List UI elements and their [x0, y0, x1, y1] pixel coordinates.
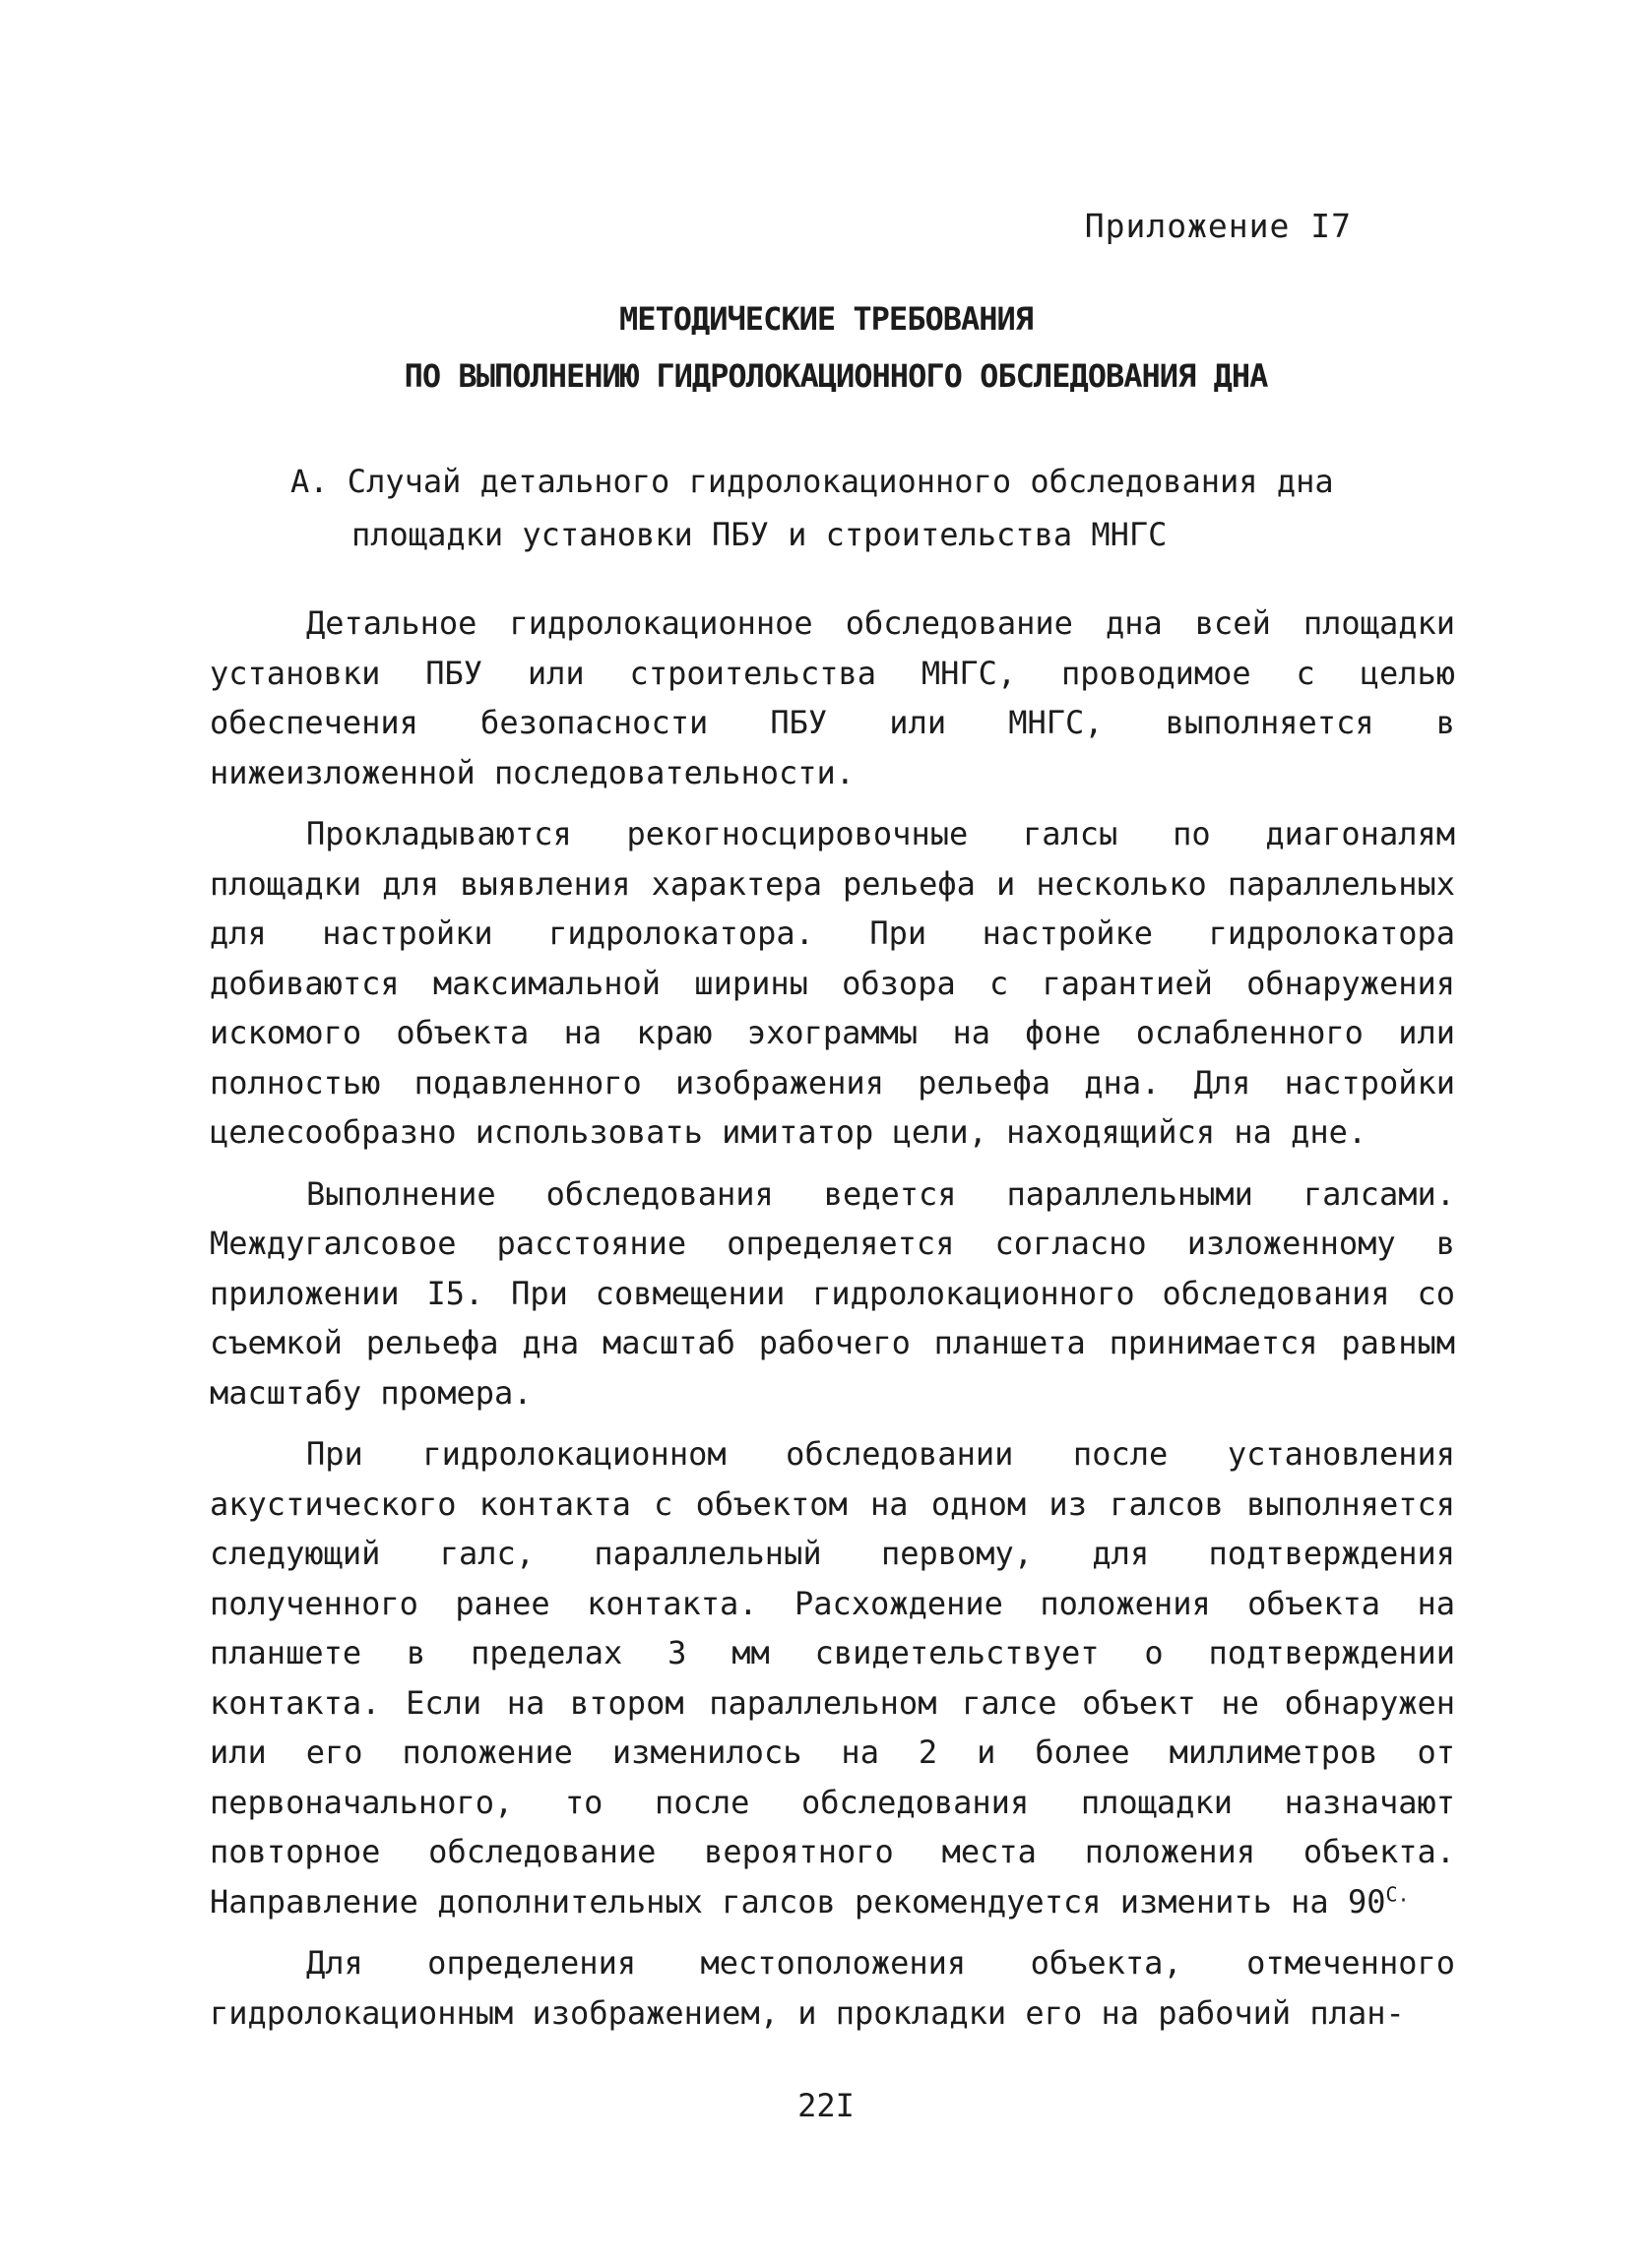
- document-title-line-1: МЕТОДИЧЕСКИЕ ТРЕБОВАНИЯ: [618, 300, 1034, 338]
- paragraph-1: Детальное гидролокационное обследование дна всей площадки установки ПБУ или строительства МНГС, проводимое с целью обеспечения безопасности ПБУ или МНГС, выполняется в нижеизложенной последовательности.: [210, 604, 1455, 791]
- paragraph-2: Прокладываются рекогносцировочные галсы по диагоналям площадки для выявления характера рельефа и несколько параллельных для настройки гидролокатора. При настройке гидролокатора добиваются максимальной ширины обзора с гарантией обнаружения искомого объекта на краю эхограммы на фоне ослабленного или полностью подавленного изображения рельефа дна. Для настройки целесообразно использовать имитатор цели, находящийся на дне.: [210, 815, 1455, 1151]
- appendix-label: Приложение I7: [1084, 207, 1352, 245]
- section-heading-line-1: А. Случай детального гидролокационного обследования дна: [290, 463, 1334, 500]
- section-heading-line-2: площадки установки ПБУ и строительства МНГС: [351, 516, 1168, 553]
- page-number: 22I: [797, 2087, 855, 2124]
- paragraph-3: Выполнение обследования ведется параллельными галсами. Междугалсовое расстояние определяется согласно изложенному в приложении I5. При совмещении гидролокационного обследования со съемкой рельефа дна масштаб рабочего планшета принимается равным масштабу промера.: [210, 1174, 1455, 1412]
- section-heading-a: [290, 455, 1423, 561]
- paragraph-4: [210, 1429, 1455, 1926]
- document-title-line-2: ПО ВЫПОЛНЕНИЮ ГИДРОЛОКАЦИОННОГО ОБСЛЕДОВАНИЯ ДНА: [404, 357, 1268, 395]
- paragraph-5: Для определения местоположения объекта, отмеченного гидролокационным изображением, и прокладки его на рабочий план-: [210, 1944, 1455, 2032]
- body-text: [210, 598, 1455, 2049]
- paragraph-4-text: При гидролокационном обследовании после установления акустического контакта с объектом на одном из галсов выполняется следующий галс, параллельный первому, для подтверждения полученного ранее контакта. Расхождение положения объекта на планшете в пределах 3 мм свидетельствует о подтверждении контакта. Если на втором параллельном галсе объект не обнаружен или его положение изменилось на 2 и более миллиметров от первоначального, то после обследования площадки назначают повторное обследование вероятного места положения объекта. Направление дополнительных галсов рекомендуется изменить на 90: [210, 1435, 1455, 1921]
- degree-superscript: С.: [1385, 1881, 1410, 1906]
